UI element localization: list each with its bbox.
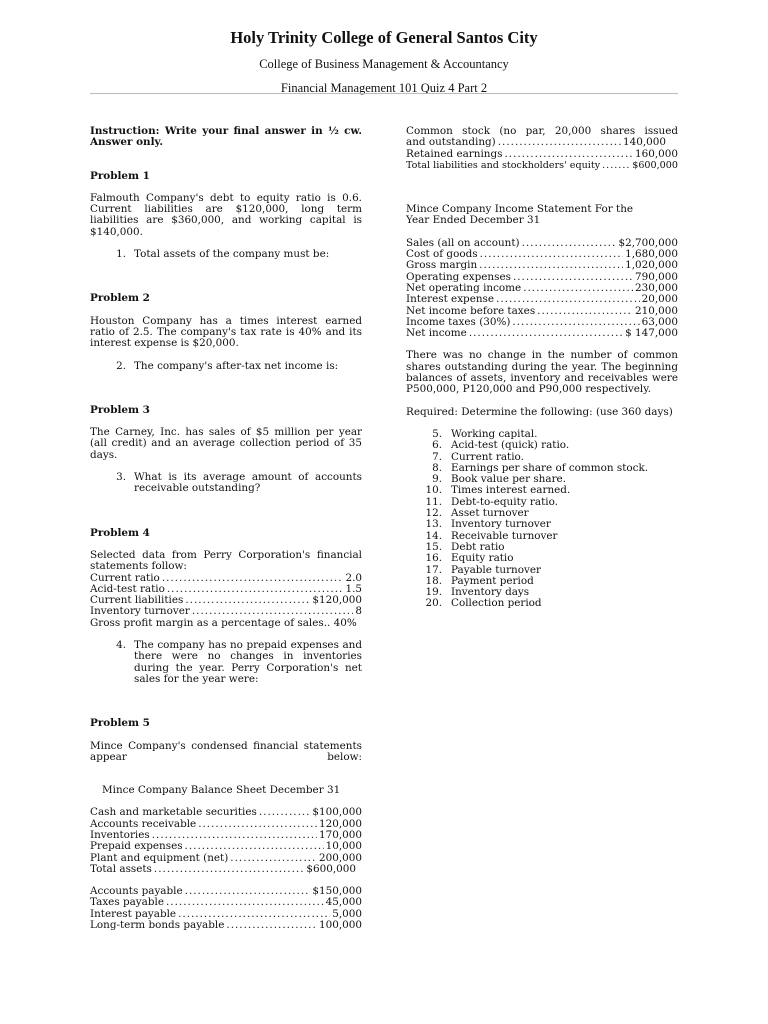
- right-column: [406, 126, 678, 610]
- item-text: Debt-to-equity ratio.: [451, 495, 558, 508]
- list-item: [406, 542, 678, 553]
- list-item: [406, 440, 678, 451]
- equity-total-row: [406, 160, 678, 171]
- item-number: 19.: [425, 586, 442, 599]
- header-divider: [90, 93, 678, 94]
- row-value: 230,000: [635, 281, 678, 294]
- item-text: Book value per share.: [451, 473, 566, 486]
- row-value: 200,000: [319, 851, 362, 864]
- list-item: [406, 519, 678, 530]
- row-label: Cash and marketable securities: [90, 806, 257, 819]
- row-label: Net operating income: [406, 281, 522, 294]
- list-item: [406, 587, 678, 598]
- item-number: 7.: [432, 450, 442, 463]
- list-item: [406, 497, 678, 508]
- item-text: Current ratio.: [451, 450, 524, 463]
- row-label: Current ratio: [90, 571, 160, 584]
- question-number: 4.: [116, 639, 126, 652]
- item-number: 5.: [432, 427, 442, 440]
- school-title: Holy Trinity College of General Santos City: [230, 28, 538, 47]
- asset-row: [90, 841, 362, 852]
- row-label: Long-term bonds payable: [90, 919, 225, 932]
- row-label: Sales (all on account): [406, 236, 520, 249]
- question-number: 3.: [116, 471, 126, 484]
- row-label: Net income: [406, 327, 467, 340]
- required-text: Required: Determine the following: (use 360 days): [406, 405, 673, 418]
- problem5-intro: Mince Company's condensed financial statements appear below:: [90, 739, 362, 763]
- row-value: $2,700,000: [618, 236, 678, 249]
- row-value: 5,000: [332, 907, 362, 920]
- left-column: [90, 126, 362, 931]
- course-title: Financial Management 101 Quiz 4 Part 2: [280, 81, 488, 95]
- row-value: 160,000: [635, 147, 678, 160]
- item-number: 17.: [425, 563, 442, 576]
- problem3-text: The Carney, Inc. has sales of $5 million per year (all credit) and an average collection period of 35 days.: [90, 426, 362, 461]
- equity-row: [406, 149, 678, 160]
- list-item: [406, 565, 678, 576]
- problem2-title: Problem 2: [90, 292, 150, 305]
- item-number: 9.: [432, 473, 442, 486]
- equity-section: [406, 126, 678, 171]
- row-label: Total liabilities and stockholders' equity: [406, 159, 601, 171]
- item-text: Payment period: [451, 574, 534, 587]
- item-text: Times interest earned.: [451, 484, 571, 497]
- row-value: 45,000: [325, 896, 362, 909]
- row-value: 100,000: [319, 919, 362, 932]
- balance-sheet-assets: [90, 807, 362, 875]
- row-label: Current liabilities: [90, 594, 184, 607]
- list-item: [406, 531, 678, 542]
- item-number: 8.: [432, 461, 442, 474]
- common-stock-line: Common stock (no par, 20,000 shares issued: [406, 125, 678, 137]
- asset-row: [90, 864, 362, 875]
- row-label: Taxes payable: [90, 896, 164, 909]
- item-number: 18.: [425, 574, 442, 587]
- row-value: $150,000: [312, 885, 362, 898]
- question-2: [90, 361, 362, 372]
- row-value: $ 147,000: [625, 327, 678, 340]
- row-value: 2.0: [345, 571, 362, 584]
- item-text: Working capital.: [451, 427, 538, 440]
- row-value: 790,000: [635, 270, 678, 283]
- income-row: [406, 328, 678, 339]
- college-name: College of Business Management & Accountancy: [259, 57, 509, 71]
- question-1: [90, 249, 362, 260]
- note-text: There was no change in the number of common shares outstanding during the year. The beginning balances of assets, inventory and receivables were P500,000, P120,000 and P90,000 respectively.: [406, 349, 678, 396]
- liability-row: [90, 920, 362, 931]
- row-value: 140,000: [623, 136, 666, 149]
- item-text: Debt ratio: [451, 540, 505, 553]
- item-number: 11.: [425, 495, 442, 508]
- item-number: 10.: [425, 484, 442, 497]
- row-label: Cost of goods: [406, 248, 478, 261]
- row-value: $100,000: [312, 806, 362, 819]
- item-text: Earnings per share of common stock.: [451, 461, 649, 474]
- row-label: Plant and equipment (net): [90, 851, 229, 864]
- question-text: The company has no prepaid expenses and there were no changes in inventories during the year. Perry Corporation's net sales for the year were:: [134, 639, 362, 685]
- row-value: 1.5: [345, 582, 362, 595]
- item-text: Acid-test (quick) ratio.: [451, 439, 570, 452]
- problem2-text: Houston Company has a times interest earned ratio of 2.5. The company's tax rate is 40% and its interest expense is $20,000.: [90, 314, 362, 350]
- question-text: What is its average amount of accounts receivable outstanding?: [134, 471, 362, 495]
- item-number: 16.: [425, 552, 442, 565]
- balance-sheet-liabilities: [90, 886, 362, 931]
- item-text: Equity ratio: [451, 552, 514, 565]
- item-text: Collection period: [451, 597, 542, 610]
- row-value: 10,000: [325, 840, 362, 853]
- row-value: $600,000: [306, 862, 356, 875]
- problem1-title: Problem 1: [90, 169, 150, 182]
- row-value: 63,000: [641, 315, 678, 328]
- row-label: Inventory turnover: [90, 605, 190, 618]
- required-list: [406, 429, 678, 610]
- list-item: [406, 576, 678, 587]
- income-statement: [406, 238, 678, 340]
- row-label: Operating expenses: [406, 270, 511, 283]
- row-label: Retained earnings: [406, 147, 503, 160]
- row-value: $120,000: [312, 594, 362, 607]
- document-header: [90, 28, 678, 96]
- income-row: [406, 260, 678, 271]
- list-item: [406, 553, 678, 564]
- row-label: Income taxes (30%): [406, 315, 511, 328]
- problem4-data: [90, 573, 362, 629]
- list-item: [406, 598, 678, 609]
- row-value: 210,000: [635, 304, 678, 317]
- question-number: 2.: [116, 359, 126, 372]
- question-text: The company's after-tax net income is:: [134, 359, 339, 372]
- row-label: Accounts payable: [90, 885, 183, 898]
- item-text: Receivable turnover: [451, 529, 558, 542]
- row-label: Acid-test ratio: [90, 582, 165, 595]
- item-text: Asset turnover: [451, 507, 529, 520]
- item-number: 6.: [432, 439, 442, 452]
- balance-sheet-title: Mince Company Balance Sheet December 31: [102, 784, 341, 797]
- item-number: 12.: [425, 507, 442, 520]
- item-number: 15.: [425, 540, 442, 553]
- row-value: 120,000: [319, 817, 362, 830]
- row-label: Interest payable: [90, 907, 177, 920]
- row-label: Gross margin: [406, 259, 478, 272]
- row-value: 1,680,000: [625, 248, 678, 261]
- item-text: Payable turnover: [451, 563, 541, 576]
- item-number: 14.: [425, 529, 442, 542]
- row-label: Interest expense: [406, 293, 495, 306]
- row-value: 20,000: [641, 293, 678, 306]
- row-value: $600,000: [632, 159, 678, 171]
- question-text: Total assets of the company must be:: [134, 248, 330, 261]
- row-value: 1,020,000: [625, 259, 678, 272]
- question-number: 1.: [116, 248, 126, 261]
- asset-row: [90, 807, 362, 818]
- item-number: 13.: [425, 518, 442, 531]
- row-label: Inventories: [90, 828, 150, 841]
- equity-row: [406, 137, 678, 148]
- row-label: Net income before taxes: [406, 304, 536, 317]
- item-number: 20.: [425, 597, 442, 610]
- row-value: 8: [355, 605, 362, 618]
- problem4-title: Problem 4: [90, 526, 150, 539]
- question-4: [90, 640, 362, 685]
- problem5-title: Problem 5: [90, 717, 150, 730]
- item-text: Inventory turnover: [451, 518, 551, 531]
- row-label: and outstanding): [406, 136, 496, 149]
- row-label: Prepaid expenses: [90, 840, 183, 853]
- row-label: Total assets: [90, 862, 152, 875]
- question-3: [90, 472, 362, 495]
- income-row: [406, 294, 678, 305]
- instruction: Instruction: Write your final answer in ½ cw. Answer only.: [90, 125, 362, 149]
- item-text: Inventory days: [451, 586, 530, 599]
- income-statement-title: Mince Company Income Statement For the Year Ended December 31: [406, 203, 634, 227]
- gross-margin-line: Gross profit margin as a percentage of sales.. 40%: [90, 616, 357, 629]
- row-label: Accounts receivable: [90, 817, 197, 830]
- problem3-title: Problem 3: [90, 403, 150, 416]
- row-value: 170,000: [319, 828, 362, 841]
- problem1-text: Falmouth Company's debt to equity ratio is 0.6. Current liabilities are $120,000, long term liabilities are $360,000, and working capital is $140,000.: [90, 191, 362, 238]
- problem4-intro: Selected data from Perry Corporation's financial statements follow:: [90, 548, 362, 573]
